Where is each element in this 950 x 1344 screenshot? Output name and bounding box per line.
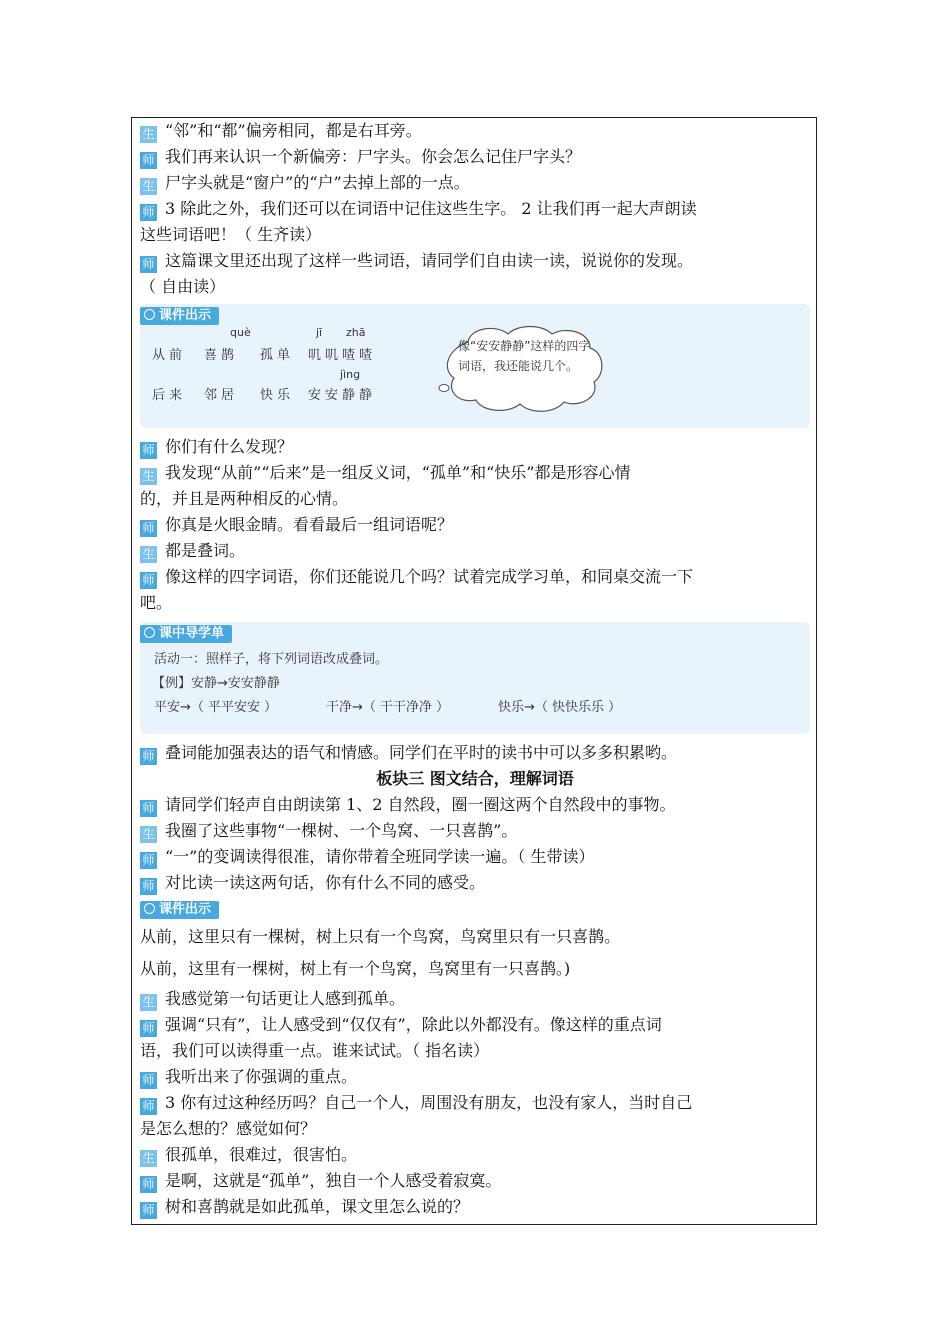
line-8: 师 你真是火眼金睛。看看最后一组词语呢？ bbox=[140, 512, 810, 538]
line-16: 生 我感觉第一句话更让人感到孤单。 bbox=[140, 986, 810, 1012]
line-10a: 师 像这样的四字词语，你们还能说几个吗？试着完成学习单，和同桌交流一下 bbox=[140, 564, 810, 590]
line-2: 师 我们再来认识一个新偏旁：尸字头。你会怎么记住尸字头？ bbox=[140, 144, 810, 170]
lesson-page bbox=[131, 117, 817, 1225]
sheet-item-3: 快乐→（ 快快乐乐 ） bbox=[498, 700, 622, 715]
word-houlai: 后来 bbox=[152, 388, 187, 403]
line-22: 师 树和喜鹊就是如此孤单，课文里怎么说的？ bbox=[140, 1194, 810, 1220]
teacher-tag: 师 bbox=[140, 256, 157, 273]
line-14: 师 “一”的变调读得很准，请你带着全班同学读一遍。（ 生带读） bbox=[140, 844, 810, 870]
sentence-2: 从前，这里有一棵树，树上有一个鸟窝，鸟窝里有一只喜鹊。) bbox=[140, 959, 571, 978]
word-linju: 邻居 bbox=[204, 388, 239, 403]
line-17b: 语，我们可以读得重一点。谁来试试。（ 指名读） bbox=[140, 1041, 490, 1060]
line-5b: （ 自由读） bbox=[140, 277, 226, 296]
word-jijizhazha: 叽叽喳喳 bbox=[308, 348, 377, 363]
pinyin-zha: zhā bbox=[346, 326, 366, 339]
courseware-panel-2 bbox=[140, 898, 810, 922]
sentence-1: 从前，这里只有一棵树，树上只有一个鸟窝，鸟窝里只有一只喜鹊。 bbox=[140, 927, 621, 946]
line-18: 师 我听出来了你强调的重点。 bbox=[140, 1064, 810, 1090]
teacher-tag: 师 bbox=[140, 152, 157, 169]
line-19a: 师 3 你有过这种经历吗？自己一个人，周围没有朋友，也没有家人，当时自己 bbox=[140, 1090, 810, 1116]
line-19b: 是怎么想的？感觉如何？ bbox=[140, 1119, 317, 1138]
sheet-item-2: 干净→（ 干干净净 ） bbox=[326, 700, 450, 715]
pinyin-ji: jī bbox=[316, 326, 323, 339]
panel-title: 课中导学单 bbox=[140, 625, 232, 643]
teacher-tag: 师 bbox=[140, 878, 157, 895]
word-xique: 喜鹊 bbox=[204, 348, 239, 363]
student-tag: 生 bbox=[140, 826, 157, 843]
line-6: 师 你们有什么发现？ bbox=[140, 434, 810, 460]
line-4b: 这些词语吧！（ 生齐读） bbox=[140, 225, 322, 244]
teacher-tag: 师 bbox=[140, 204, 157, 221]
line-20: 生 很孤单，很难过，很害怕。 bbox=[140, 1142, 810, 1168]
student-tag: 生 bbox=[140, 1150, 157, 1167]
activity-text: 活动一：照样子，将下列词语改成叠词。 bbox=[154, 652, 389, 667]
line-21: 师 是啊，这就是“孤单”，独自一个人感受着寂寞。 bbox=[140, 1168, 810, 1194]
student-tag: 生 bbox=[140, 546, 157, 563]
word-congqian: 从前 bbox=[152, 348, 187, 363]
word-kuaile: 快乐 bbox=[260, 388, 295, 403]
play-icon bbox=[144, 903, 155, 914]
line-7a: 生 我发现“从前”“后来”是一组反义词，“孤单”和“快乐”都是形容心情 bbox=[140, 460, 810, 486]
sheet-item-1: 平安→（ 平平安安 ） bbox=[154, 700, 278, 715]
line-3: 生 尸字头就是“窗户”的“户”去掉上部的一点。 bbox=[140, 170, 810, 196]
teacher-tag: 师 bbox=[140, 1176, 157, 1193]
panel-title: 课件出示 bbox=[140, 901, 219, 919]
line-9: 生 都是叠词。 bbox=[140, 538, 810, 564]
study-sheet-panel bbox=[140, 622, 810, 734]
pinyin-jing: jìng bbox=[340, 368, 361, 381]
teacher-tag: 师 bbox=[140, 800, 157, 817]
cloud-text: 像“安安静静”这样的四字词语，我还能说几个。 bbox=[458, 339, 591, 373]
word-ananjingjing: 安安静静 bbox=[308, 388, 377, 403]
line-4a: 师 3 除此之外，我们还可以在词语中记住这些生字。 2 让我们再一起大声朗读 bbox=[140, 196, 810, 222]
line-7b: 的，并且是两种相反的心情。 bbox=[140, 489, 349, 508]
teacher-tag: 师 bbox=[140, 1098, 157, 1115]
student-tag: 生 bbox=[140, 468, 157, 485]
teacher-tag: 师 bbox=[140, 748, 157, 765]
line-13: 生 我圈了这些事物“一棵树、一个鸟窝、一只喜鹊”。 bbox=[140, 818, 810, 844]
section-heading: 板块三 图文结合，理解词语 bbox=[376, 769, 574, 788]
line-1: 生 “邻”和“都”偏旁相同，都是右耳旁。 bbox=[140, 118, 810, 144]
line-12: 师 请同学们轻声自由朗读第 1、2 自然段，圈一圈这两个自然段中的事物。 bbox=[140, 792, 810, 818]
teacher-tag: 师 bbox=[140, 572, 157, 589]
student-tag: 生 bbox=[140, 126, 157, 143]
play-icon bbox=[144, 309, 155, 320]
panel-title: 课件出示 bbox=[140, 307, 219, 325]
play-icon bbox=[144, 627, 155, 638]
student-tag: 生 bbox=[140, 994, 157, 1011]
courseware-panel-1 bbox=[140, 304, 810, 428]
teacher-tag: 师 bbox=[140, 1202, 157, 1219]
line-15: 师 对比读一读这两句话，你有什么不同的感受。 bbox=[140, 870, 810, 896]
pinyin-que: què bbox=[230, 326, 251, 339]
teacher-tag: 师 bbox=[140, 852, 157, 869]
teacher-tag: 师 bbox=[140, 1020, 157, 1037]
teacher-tag: 师 bbox=[140, 520, 157, 537]
line-5a: 师 这篇课文里还出现了这样一些词语，请同学们自由读一读，说说你的发现。 bbox=[140, 248, 810, 274]
example-text: 【例】安静→安安静静 bbox=[152, 676, 280, 691]
line-10b: 吧。 bbox=[140, 593, 173, 612]
line-11: 师 叠词能加强表达的语气和情感。同学们在平时的读书中可以多多积累哟。 bbox=[140, 740, 810, 766]
teacher-tag: 师 bbox=[140, 1072, 157, 1089]
word-gudan: 孤单 bbox=[260, 348, 295, 363]
teacher-tag: 师 bbox=[140, 442, 157, 459]
student-tag: 生 bbox=[140, 178, 157, 195]
line-17a: 师 强调“只有”，让人感受到“仅仅有”，除此以外都没有。像这样的重点词 bbox=[140, 1012, 810, 1038]
